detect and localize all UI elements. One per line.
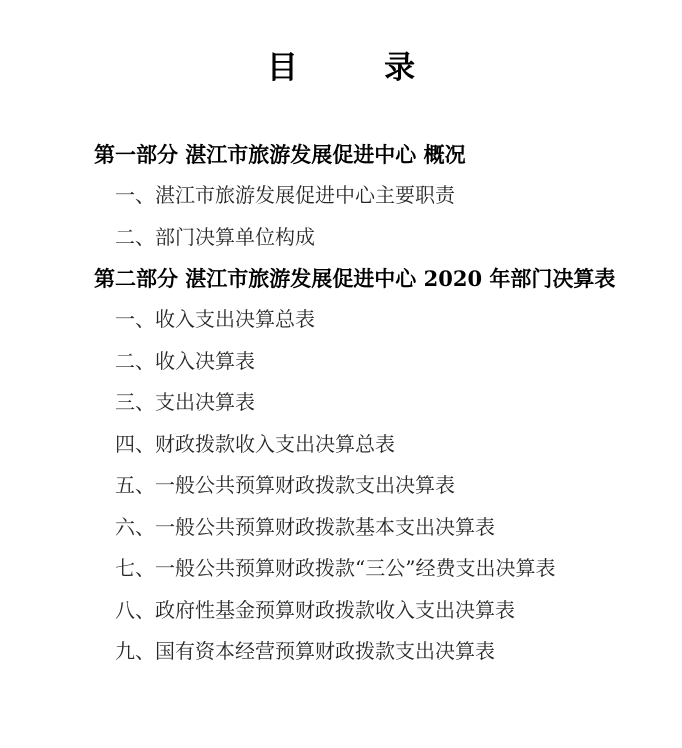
toc-entry-label: 部门决算单位构成 (155, 224, 315, 249)
toc-entry-label: 湛江市旅游发展促进中心主要职责 (155, 183, 455, 207)
toc-entry-label: 支出决算表 (155, 390, 255, 414)
toc-entry (48, 175, 648, 217)
section-heading-part-two: 第二部分 湛江市旅游发展促进中心 2020 年部门决算表 (94, 266, 616, 291)
toc-entry-number: 一、 (115, 307, 155, 331)
toc-entry (48, 424, 648, 466)
toc-entry-number: 二、 (115, 348, 155, 373)
toc-entry (48, 548, 648, 590)
toc-entry-number: 三、 (115, 390, 155, 414)
page-title: 目 录 (266, 50, 416, 86)
toc-entry-number: 八、 (115, 597, 155, 622)
section-heading-part-one: 第一部分 湛江市旅游发展促进中心 概况 (94, 142, 466, 167)
toc-entry-label: 政府性基金预算财政拨款收入支出决算表 (155, 597, 515, 622)
toc-entry-label: 收入决算表 (155, 348, 255, 373)
toc-entry (48, 217, 648, 259)
table-of-contents (48, 134, 648, 673)
toc-entry-number: 四、 (115, 431, 155, 456)
toc-entry (48, 382, 648, 424)
toc-entry (48, 299, 648, 341)
toc-entry (48, 631, 648, 673)
toc-entry-number: 六、 (115, 514, 155, 539)
toc-entry-label: 财政拨款收入支出决算总表 (155, 431, 395, 456)
toc-entry-label: 一般公共预算财政拨款“三公”经费支出决算表 (155, 556, 556, 580)
toc-entry-label: 一般公共预算财政拨款支出决算表 (155, 473, 455, 497)
toc-entry-number: 七、 (115, 556, 155, 580)
toc-entry (48, 341, 648, 383)
toc-entry (48, 465, 648, 507)
toc-entry-number: 二、 (115, 224, 155, 249)
toc-entry-number: 九、 (115, 639, 155, 663)
toc-entry (48, 590, 648, 632)
toc-entry-number: 一、 (115, 183, 155, 207)
toc-entry-label: 一般公共预算财政拨款基本支出决算表 (155, 514, 495, 539)
toc-entry-number: 五、 (115, 473, 155, 497)
toc-entry-label: 国有资本经营预算财政拨款支出决算表 (155, 639, 495, 663)
toc-entry-label: 收入支出决算总表 (155, 307, 315, 331)
toc-entry (48, 507, 648, 549)
